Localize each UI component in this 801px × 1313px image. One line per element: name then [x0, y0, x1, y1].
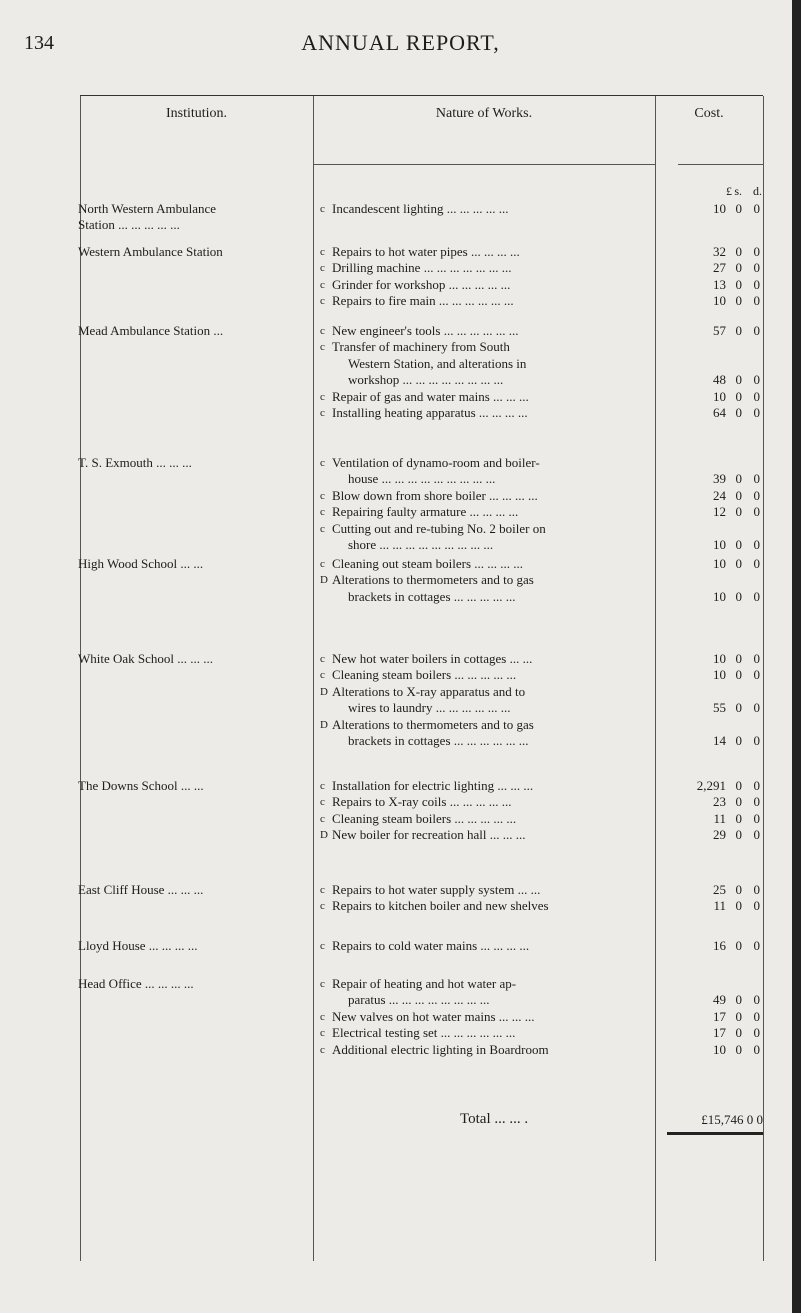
- cost-pounds: 10: [713, 667, 726, 683]
- cost-pence: 0: [753, 898, 760, 914]
- work-code: c: [320, 246, 325, 258]
- work-code: c: [320, 884, 325, 896]
- works-cell: [320, 455, 660, 553]
- work-description: workshop ... ... ... ... ... ... ... ...: [348, 372, 504, 388]
- cost-line: [670, 244, 763, 260]
- work-code: c: [320, 522, 325, 535]
- work-description: Transfer of machinery from South: [332, 339, 510, 355]
- work-description: Western Station, and alterations in: [348, 355, 527, 371]
- work-line: [320, 794, 660, 810]
- work-code: c: [320, 390, 325, 403]
- cost-shillings: 0: [735, 323, 742, 338]
- work-line: [320, 556, 660, 572]
- cost-shillings: 0: [735, 504, 742, 520]
- cost-pounds: 17: [713, 1008, 726, 1024]
- cost-shillings: 0: [735, 388, 742, 404]
- work-line: [320, 323, 660, 339]
- cost-shillings: 0: [735, 794, 742, 810]
- cost-line: [670, 339, 763, 355]
- cost-pence: 0: [753, 372, 760, 388]
- cost-shillings: 0: [735, 372, 742, 388]
- cost-pounds: 11: [713, 898, 726, 914]
- institution-name: East Cliff House ... ... ...: [78, 882, 204, 897]
- work-line: [320, 488, 660, 504]
- work-description: Cleaning out steam boilers ... ... ... ...: [332, 556, 524, 571]
- work-line: [320, 293, 660, 309]
- cost-pounds: 10: [713, 293, 726, 309]
- work-code: c: [320, 978, 325, 990]
- cost-pounds: 29: [713, 827, 726, 843]
- cost-pence: 0: [753, 732, 760, 748]
- cost-line: [670, 488, 763, 504]
- work-code: c: [320, 780, 325, 792]
- cost-pence: 0: [753, 260, 760, 276]
- cost-pence: 0: [753, 487, 760, 503]
- work-line: [320, 537, 660, 553]
- cost-pounds: 11: [713, 810, 726, 826]
- work-description: Cutting out and re-tubing No. 2 boiler on: [332, 520, 546, 536]
- work-code: c: [320, 406, 325, 419]
- cost-shillings: 0: [735, 471, 742, 487]
- cost-shillings: 0: [735, 667, 742, 683]
- work-description: Repairs to cold water mains ... ... ... ...: [332, 938, 530, 953]
- column-header-cost: Cost.: [694, 106, 724, 121]
- works-cell: [320, 201, 660, 217]
- work-line: [320, 356, 660, 372]
- work-description: Repair of gas and water mains ... ... ...: [332, 388, 529, 404]
- work-code: c: [320, 341, 325, 354]
- cost-line: [670, 1042, 763, 1058]
- cost-pence: 0: [753, 827, 760, 843]
- cost-pence: 0: [753, 201, 760, 216]
- cost-pounds: 23: [713, 794, 726, 810]
- work-description: Cleaning steam boilers ... ... ... ... ...: [332, 667, 517, 683]
- cost-shillings: 0: [735, 778, 742, 793]
- cost-line: [670, 556, 763, 572]
- cost-shillings: 0: [735, 882, 742, 897]
- cost-pounds: 16: [713, 938, 726, 953]
- work-line: [320, 277, 660, 293]
- work-description: brackets in cottages ... ... ... ... ... ...: [348, 732, 529, 748]
- cost-line: [670, 504, 763, 520]
- page-number: 134: [24, 32, 54, 54]
- cost-cell: [670, 778, 763, 844]
- institution-cell: [78, 651, 307, 667]
- institution-name: The Downs School ... ...: [78, 778, 204, 793]
- work-line: [320, 405, 660, 421]
- work-line: [320, 938, 660, 954]
- work-code: c: [320, 1043, 325, 1056]
- work-description: Grinder for workshop ... ... ... ... ...: [332, 276, 511, 292]
- cost-line: [670, 794, 763, 810]
- column-header-institution: Institution.: [165, 106, 228, 121]
- work-code: c: [320, 278, 325, 291]
- work-code: D: [320, 829, 328, 842]
- cost-line: [670, 1025, 763, 1041]
- work-line: [320, 521, 660, 537]
- cost-pence: 0: [753, 810, 760, 826]
- work-line: [320, 244, 660, 260]
- work-description: wires to laundry ... ... ... ... ... ...: [348, 700, 511, 716]
- work-description: paratus ... ... ... ... ... ... ... ...: [348, 992, 490, 1008]
- work-description: Alterations to X-ray apparatus and to: [332, 683, 526, 699]
- cost-line: [670, 717, 763, 733]
- work-line: [320, 811, 660, 827]
- cost-line: [670, 572, 763, 588]
- currency-shillings: s.: [734, 184, 742, 198]
- cost-shillings: 0: [735, 556, 742, 571]
- work-description: Repairs to X-ray coils ... ... ... ... ...: [332, 794, 512, 810]
- work-description: New boiler for recreation hall ... ... ...: [332, 827, 526, 843]
- work-description: New engineer's tools ... ... ... ... ... ...: [332, 323, 519, 338]
- cost-line: [670, 372, 763, 388]
- work-line: [320, 372, 660, 388]
- institution-name: High Wood School ... ...: [78, 556, 204, 571]
- work-line: [320, 572, 660, 588]
- institution-name: Western Ambulance Station: [78, 244, 223, 259]
- institution-name: Station ... ... ... ... ...: [78, 217, 180, 233]
- total-double-rule: [667, 1132, 763, 1135]
- cost-pounds: 48: [713, 372, 726, 388]
- cost-line: [670, 260, 763, 276]
- cost-line: [670, 700, 763, 716]
- institution-name: Mead Ambulance Station ...: [78, 323, 224, 338]
- cost-pence: 0: [753, 293, 760, 309]
- work-description: Installing heating apparatus ... ... ... ...: [332, 404, 528, 420]
- cost-pounds: 10: [713, 201, 726, 216]
- work-description: shore ... ... ... ... ... ... ... ... ...: [348, 536, 494, 552]
- work-description: Repairs to fire main ... ... ... ... ... ...: [332, 293, 514, 309]
- work-line: [320, 589, 660, 605]
- work-line: [320, 339, 660, 355]
- works-table: [80, 95, 763, 1261]
- work-line: [320, 260, 660, 276]
- work-line: [320, 389, 660, 405]
- cost-pounds: 32: [713, 244, 726, 259]
- work-description: house ... ... ... ... ... ... ... ... ...: [348, 471, 496, 487]
- institution-name: T. S. Exmouth ... ... ...: [78, 455, 192, 470]
- cost-shillings: 0: [735, 992, 742, 1008]
- cost-pence: 0: [753, 1041, 760, 1057]
- cost-pounds: 10: [713, 556, 726, 571]
- cost-cell: [670, 938, 763, 954]
- work-description: Repair of heating and hot water ap-: [332, 976, 517, 991]
- cost-line: [670, 323, 763, 339]
- cost-pounds: 57: [713, 323, 726, 338]
- cost-line: [670, 992, 763, 1008]
- cost-pounds: 10: [713, 651, 726, 666]
- work-description: Incandescent lighting ... ... ... ... ...: [332, 201, 509, 216]
- work-description: New valves on hot water mains ... ... ...: [332, 1008, 535, 1024]
- institution-name: Head Office ... ... ... ...: [78, 976, 194, 991]
- cost-pounds: 10: [713, 536, 726, 552]
- work-description: Installation for electric lighting ... ... ...: [332, 778, 534, 793]
- cost-pence: 0: [753, 556, 760, 571]
- works-cell: [320, 323, 660, 421]
- work-line: [320, 455, 660, 471]
- cost-shillings: 0: [735, 404, 742, 420]
- work-code: c: [320, 558, 325, 570]
- cost-line: [670, 684, 763, 700]
- work-description: New hot water boilers in cottages ... ...: [332, 651, 533, 666]
- cost-pence: 0: [753, 882, 760, 897]
- cost-shillings: 0: [735, 938, 742, 953]
- cost-pence: 0: [753, 504, 760, 520]
- work-description: Blow down from shore boiler ... ... ... ...: [332, 487, 538, 503]
- cost-shillings: 0: [735, 827, 742, 843]
- work-description: Ventilation of dynamo-room and boiler-: [332, 455, 540, 470]
- cost-shillings: 0: [735, 700, 742, 716]
- cost-line: [670, 521, 763, 537]
- works-cell: [320, 556, 660, 605]
- cost-pounds: 12: [713, 504, 726, 520]
- institution-cell: [78, 201, 307, 234]
- column-header-works: Nature of Works.: [435, 106, 533, 121]
- cost-shillings: 0: [735, 276, 742, 292]
- institution-cell: [78, 778, 307, 794]
- cost-shillings: 0: [735, 536, 742, 552]
- cost-shillings: 0: [735, 588, 742, 604]
- cost-line: [670, 455, 763, 471]
- cost-pence: 0: [753, 536, 760, 552]
- works-cell: [320, 882, 660, 915]
- institution-cell: [78, 938, 307, 954]
- cost-line: [670, 277, 763, 293]
- work-code: c: [320, 653, 325, 665]
- cost-shillings: 0: [735, 732, 742, 748]
- work-description: brackets in cottages ... ... ... ... ...: [348, 588, 516, 604]
- total-label: Total ... ... .: [460, 1111, 529, 1127]
- table-border-left: [80, 96, 81, 1261]
- works-cell: [320, 778, 660, 844]
- cost-pence: 0: [753, 388, 760, 404]
- cost-shillings: 0: [735, 810, 742, 826]
- page-title: ANNUAL REPORT,: [301, 30, 500, 55]
- work-code: c: [320, 457, 325, 469]
- cost-shillings: 0: [735, 651, 742, 666]
- cost-line: [670, 405, 763, 421]
- cost-pounds: 24: [713, 487, 726, 503]
- work-line: [320, 1025, 660, 1041]
- cost-pounds: 55: [713, 700, 726, 716]
- currency-pounds: £: [726, 184, 732, 198]
- cost-cell: [670, 201, 763, 217]
- cost-pence: 0: [753, 404, 760, 420]
- work-description: Repairs to hot water supply system ... ...: [332, 882, 541, 897]
- cost-line: [670, 201, 763, 217]
- work-line: [320, 201, 660, 217]
- cost-pounds: 17: [713, 1025, 726, 1041]
- work-code: c: [320, 203, 325, 215]
- cost-pounds: 39: [713, 471, 726, 487]
- work-code: c: [320, 1010, 325, 1023]
- cost-line: [670, 356, 763, 372]
- cost-pounds: 27: [713, 260, 726, 276]
- cost-shillings: 0: [735, 293, 742, 309]
- cost-shillings: 0: [735, 260, 742, 276]
- work-line: [320, 992, 660, 1008]
- institution-name: White Oak School ... ... ...: [78, 651, 214, 666]
- cost-pence: 0: [753, 1025, 760, 1041]
- cost-pence: 0: [753, 1008, 760, 1024]
- cost-line: [670, 882, 763, 898]
- cost-pounds: 10: [713, 388, 726, 404]
- cost-line: [670, 976, 763, 992]
- cost-pence: 0: [753, 588, 760, 604]
- work-description: Repairs to kitchen boiler and new shelves: [332, 898, 549, 914]
- cost-cell: [670, 323, 763, 421]
- cost-pence: 0: [753, 992, 760, 1008]
- work-code: D: [320, 718, 328, 731]
- cost-cell: [670, 455, 763, 553]
- cost-shillings: 0: [735, 201, 742, 216]
- work-code: c: [320, 295, 325, 308]
- work-line: [320, 684, 660, 700]
- cost-cell: [670, 976, 763, 1058]
- cost-pence: 0: [753, 276, 760, 292]
- cost-pence: 0: [753, 471, 760, 487]
- works-cell: [320, 938, 660, 954]
- work-line: [320, 898, 660, 914]
- work-code: D: [320, 685, 328, 698]
- cost-line: [670, 537, 763, 553]
- work-code: c: [320, 900, 325, 913]
- cost-line: [670, 938, 763, 954]
- cost-pence: 0: [753, 778, 760, 793]
- cost-shillings: 0: [735, 1008, 742, 1024]
- work-line: [320, 1009, 660, 1025]
- cost-pounds: 64: [713, 404, 726, 420]
- institution-cell: [78, 882, 307, 898]
- cost-pounds: 14: [713, 732, 726, 748]
- cost-shillings: 0: [735, 898, 742, 914]
- work-code: c: [320, 812, 325, 825]
- work-code: c: [320, 796, 325, 809]
- work-line: [320, 651, 660, 667]
- institution-cell: [78, 556, 307, 572]
- table-border-right: [763, 96, 764, 1261]
- page-edge: [792, 0, 801, 1313]
- work-code: c: [320, 325, 325, 337]
- works-cell: [320, 976, 660, 1058]
- cost-line: [670, 589, 763, 605]
- cost-pence: 0: [753, 938, 760, 953]
- institution-cell: [78, 244, 307, 260]
- work-line: [320, 1042, 660, 1058]
- cost-shillings: 0: [735, 1041, 742, 1057]
- header-rule-works: [313, 164, 655, 165]
- cost-pence: 0: [753, 700, 760, 716]
- cost-line: [670, 898, 763, 914]
- cost-pounds: 10: [713, 588, 726, 604]
- work-code: c: [320, 262, 325, 275]
- cost-cell: [670, 651, 763, 749]
- cost-pounds: 13: [713, 276, 726, 292]
- institution-cell: [78, 323, 307, 339]
- cost-pounds: 10: [713, 1041, 726, 1057]
- total-value: £15,746 0 0: [701, 1112, 763, 1127]
- cost-pence: 0: [753, 794, 760, 810]
- institution-name: Lloyd House ... ... ... ...: [78, 938, 198, 953]
- currency-pence: d.: [753, 184, 762, 198]
- work-line: [320, 882, 660, 898]
- work-code: c: [320, 506, 325, 519]
- cost-shillings: 0: [735, 1025, 742, 1041]
- institution-name: North Western Ambulance: [78, 201, 217, 216]
- works-cell: [320, 244, 660, 310]
- work-description: Repairs to hot water pipes ... ... ... ...: [332, 244, 520, 259]
- cost-cell: [670, 244, 763, 310]
- cost-pence: 0: [753, 244, 760, 259]
- work-description: Alterations to thermometers and to gas: [332, 572, 534, 588]
- cost-line: [670, 827, 763, 843]
- work-line: [320, 976, 660, 992]
- institution-cell: [78, 976, 307, 992]
- cost-pounds: 49: [713, 992, 726, 1008]
- institution-cell: [78, 455, 307, 471]
- works-cell: [320, 651, 660, 749]
- cost-line: [670, 811, 763, 827]
- work-description: Electrical testing set ... ... ... ... ... ...: [332, 1025, 516, 1041]
- cost-line: [670, 471, 763, 487]
- work-code: c: [320, 940, 325, 952]
- work-code: c: [320, 1027, 325, 1040]
- column-divider-institution: [313, 96, 314, 1261]
- cost-line: [670, 293, 763, 309]
- work-description: Repairing faulty armature ... ... ... ...: [332, 504, 519, 520]
- work-line: [320, 667, 660, 683]
- header-rule-cost: [678, 164, 763, 165]
- cost-line: [670, 389, 763, 405]
- work-code: D: [320, 574, 328, 587]
- cost-pence: 0: [753, 651, 760, 666]
- work-description: Drilling machine ... ... ... ... ... ... ...: [332, 260, 512, 276]
- cost-shillings: 0: [735, 244, 742, 259]
- cost-pence: 0: [753, 667, 760, 683]
- cost-line: [670, 667, 763, 683]
- cost-pounds: 25: [713, 882, 726, 897]
- cost-pence: 0: [753, 323, 760, 338]
- work-line: [320, 504, 660, 520]
- cost-shillings: 0: [735, 487, 742, 503]
- work-code: c: [320, 669, 325, 682]
- work-line: [320, 827, 660, 843]
- cost-cell: [670, 882, 763, 915]
- cost-line: [670, 778, 763, 794]
- work-line: [320, 778, 660, 794]
- work-code: c: [320, 489, 325, 502]
- work-description: Cleaning steam boilers ... ... ... ... ...: [332, 810, 517, 826]
- work-line: [320, 733, 660, 749]
- cost-pounds: 2,291: [696, 778, 726, 793]
- work-line: [320, 471, 660, 487]
- work-line: [320, 700, 660, 716]
- cost-line: [670, 733, 763, 749]
- cost-cell: [670, 556, 763, 605]
- work-description: Alterations to thermometers and to gas: [332, 716, 534, 732]
- cost-line: [670, 651, 763, 667]
- work-description: Additional electric lighting in Boardroom: [332, 1041, 549, 1057]
- cost-line: [670, 1009, 763, 1025]
- work-line: [320, 717, 660, 733]
